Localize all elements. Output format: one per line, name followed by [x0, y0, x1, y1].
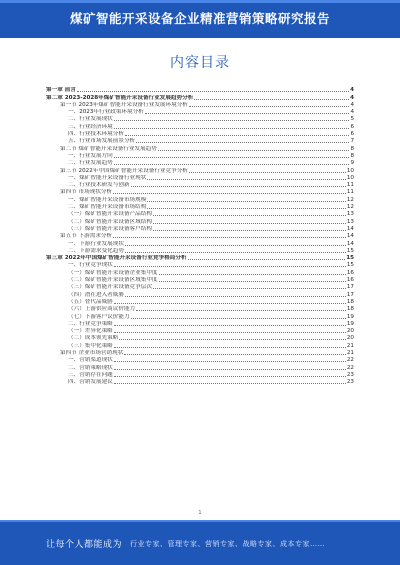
toc-entry-text: （三）集中化策略: [68, 342, 113, 349]
toc-entry[interactable]: [46, 312, 354, 319]
table-of-contents: [46, 86, 354, 385]
toc-entry-page: 15: [346, 255, 354, 262]
toc-entry-text: （三）煤矿智能开采设备竞争层次: [68, 284, 152, 291]
toc-entry[interactable]: [46, 290, 354, 297]
toc-entry-text: 一、煤矿智能开采设备行业现状: [68, 174, 147, 181]
toc-entry-page: 8: [350, 145, 354, 152]
toc-leader-dots: [124, 353, 346, 355]
toc-entry-page: 21: [346, 342, 354, 349]
toc-entry-text: 四、行业技术环境分析: [68, 131, 124, 138]
toc-entry[interactable]: [46, 327, 354, 334]
toc-entry-page: 10: [346, 174, 354, 181]
toc-entry[interactable]: [46, 152, 354, 159]
toc-leader-dots: [153, 287, 346, 289]
toc-entry-page: 11: [346, 182, 354, 189]
toc-entry-page: 14: [346, 225, 354, 232]
toc-entry-text: （一）煤矿智能开采设备企业集中度: [68, 269, 158, 276]
toc-leader-dots: [189, 171, 346, 173]
toc-entry-text: （二）成本领先策略: [68, 335, 119, 342]
toc-leader-dots: [194, 98, 349, 100]
toc-leader-dots: [114, 265, 346, 267]
toc-entry-text: 二、行业发展现状: [68, 116, 113, 123]
toc-title: 内容目录: [170, 55, 230, 71]
toc-leader-dots: [114, 156, 350, 158]
toc-entry[interactable]: [46, 144, 354, 151]
report-header: [0, 0, 400, 38]
toc-entry-text: 二、行业发展趋势: [68, 160, 113, 167]
toc-leader-dots: [77, 90, 349, 92]
toc-entry[interactable]: [46, 254, 354, 261]
toc-entry-page: 22: [346, 357, 354, 364]
toc-entry-page: 16: [346, 269, 354, 276]
toc-entry-page: 19: [346, 313, 354, 320]
toc-entry[interactable]: [46, 101, 354, 108]
toc-entry-text: 二、煤矿智能开采设备市场结构: [68, 204, 147, 211]
toc-entry-page: 7: [350, 138, 354, 145]
toc-entry-page: 5: [350, 116, 354, 123]
toc-entry-text: （五）替代品威胁: [68, 298, 113, 305]
toc-entry[interactable]: [46, 363, 354, 370]
toc-entry-text: 一、煤矿智能开采设备市场规模: [68, 196, 147, 203]
toc-entry[interactable]: [46, 174, 354, 181]
toc-entry[interactable]: [46, 349, 354, 356]
toc-entry-text: 第一章 前言: [46, 87, 76, 94]
toc-entry-page: 12: [346, 204, 354, 211]
toc-leader-dots: [188, 258, 346, 260]
toc-entry-text: 第一节 2023年煤矿智能开采设备行业发展环境分析: [60, 101, 188, 108]
toc-entry-page: 13: [346, 211, 354, 218]
toc-entry[interactable]: [46, 203, 354, 210]
toc-entry-page: 18: [346, 306, 354, 313]
toc-leader-dots: [131, 317, 346, 319]
toc-entry-text: 二、行业竞争策略: [68, 320, 113, 327]
toc-leader-dots: [158, 149, 350, 151]
toc-entry[interactable]: [46, 166, 354, 173]
toc-entry[interactable]: [46, 356, 354, 363]
toc-leader-dots: [159, 280, 346, 282]
toc-entry[interactable]: [46, 268, 354, 275]
toc-entry-text: 第四节 企业市场营销现状: [60, 349, 124, 356]
report-title: 煤矿智能开采设备企业精准营销策略研究报告: [69, 11, 330, 26]
toc-entry[interactable]: [46, 115, 354, 122]
toc-entry-text: （三）煤矿智能开采设备客户结构: [68, 225, 152, 232]
toc-entry-text: 一、下游行业发展现状: [68, 240, 124, 247]
toc-entry-page: 15: [346, 262, 354, 269]
toc-entry-page: 15: [346, 247, 354, 254]
toc-entry[interactable]: [46, 247, 354, 254]
toc-entry-text: 一、营销渠道现状: [68, 357, 113, 364]
toc-entry-page: 4: [350, 101, 354, 108]
toc-entry-page: 4: [350, 109, 354, 116]
toc-entry-text: 一、2023年行业政策环境分析: [68, 109, 144, 116]
toc-entry[interactable]: [46, 276, 354, 283]
toc-entry[interactable]: [46, 86, 354, 93]
toc-leader-dots: [147, 178, 346, 180]
toc-entry[interactable]: [46, 298, 354, 305]
toc-entry-text: 二、营销策略现状: [68, 364, 113, 371]
toc-leader-dots: [119, 338, 346, 340]
toc-entry-text: （七）下游客户议价能力: [68, 313, 130, 320]
toc-entry-text: （六）上游供应商议价能力: [68, 306, 136, 313]
toc-entry[interactable]: [46, 181, 354, 188]
toc-entry-text: 二、下游需求变化趋势: [68, 247, 124, 254]
page-number: 1: [198, 510, 202, 516]
toc-entry[interactable]: [46, 93, 354, 100]
toc-entry[interactable]: [46, 108, 354, 115]
toc-leader-dots: [125, 134, 349, 136]
toc-entry-text: 第五节 下游需求分析: [60, 233, 113, 240]
toc-entry-page: 23: [346, 379, 354, 386]
toc-entry-page: 6: [350, 123, 354, 130]
toc-leader-dots: [125, 244, 346, 246]
footer-roles: 行业专家、管理专家、营销专家、战略专家、成本专家……: [130, 540, 325, 548]
toc-entry-page: 17: [346, 284, 354, 291]
toc-entry[interactable]: [46, 371, 354, 378]
toc-entry-page: 18: [346, 298, 354, 305]
toc-leader-dots: [136, 141, 349, 143]
toc-entry[interactable]: [46, 334, 354, 341]
toc-entry-page: 14: [346, 240, 354, 247]
toc-entry[interactable]: [46, 137, 354, 144]
toc-entry-text: 第二节 煤矿智能开采设备行业发展趋势: [60, 145, 157, 152]
toc-leader-dots: [125, 295, 346, 297]
toc-leader-dots: [114, 360, 346, 362]
header-accent-bar: [0, 0, 400, 3]
toc-entry-text: 三、营销存在问题: [68, 371, 113, 378]
toc-leader-dots: [114, 163, 350, 165]
toc-entry-page: 17: [346, 291, 354, 298]
toc-entry[interactable]: [46, 210, 354, 217]
toc-leader-dots: [114, 382, 346, 384]
toc-entry-text: （一）煤矿智能开采设备产品结构: [68, 211, 152, 218]
toc-entry-text: （二）煤矿智能开采设备区域集中度: [68, 277, 158, 284]
toc-entry-text: 三、行业经济环境: [68, 123, 113, 130]
toc-leader-dots: [125, 251, 346, 253]
toc-entry[interactable]: [46, 305, 354, 312]
toc-entry[interactable]: [46, 130, 354, 137]
toc-entry-text: 第三章 2022年中国煤矿智能开采设备行业竞争格局分析: [46, 255, 187, 262]
toc-entry[interactable]: [46, 122, 354, 129]
toc-entry-text: 第三节 2022年中国煤矿智能开采设备行业竞争分析: [60, 167, 188, 174]
toc-entry-text: 第四节 市场现状分析: [60, 189, 113, 196]
toc-leader-dots: [145, 112, 350, 114]
toc-entry-text: 五、行业市场发展前景分析: [68, 138, 136, 145]
toc-leader-dots: [114, 324, 346, 326]
toc-leader-dots: [114, 119, 350, 121]
toc-entry-page: 14: [346, 233, 354, 240]
toc-entry-page: 20: [346, 335, 354, 342]
toc-entry-page: 20: [346, 328, 354, 335]
toc-leader-dots: [114, 368, 346, 370]
toc-entry-text: （二）煤矿智能开采设备区域结构: [68, 218, 152, 225]
toc-leader-dots: [114, 331, 346, 333]
toc-entry-page: 8: [350, 152, 354, 159]
toc-entry[interactable]: [46, 239, 354, 246]
toc-entry-page: 4: [350, 94, 354, 101]
toc-entry-page: 6: [350, 131, 354, 138]
toc-leader-dots: [136, 309, 346, 311]
toc-leader-dots: [153, 229, 346, 231]
toc-leader-dots: [113, 236, 346, 238]
toc-leader-dots: [114, 127, 350, 129]
toc-entry-page: 11: [346, 189, 354, 196]
toc-entry[interactable]: [46, 261, 354, 268]
toc-entry-text: （一）差异化策略: [68, 328, 113, 335]
toc-leader-dots: [147, 207, 346, 209]
toc-entry-page: 12: [346, 196, 354, 203]
toc-entry-page: 22: [346, 364, 354, 371]
toc-entry-page: 21: [346, 349, 354, 356]
toc-entry-page: 10: [346, 167, 354, 174]
toc-leader-dots: [159, 273, 346, 275]
toc-entry[interactable]: [46, 225, 354, 232]
footer-accent-stripe: [0, 520, 400, 522]
toc-entry-text: 一、行业竞争现状: [68, 262, 113, 269]
toc-entry[interactable]: [46, 283, 354, 290]
toc-entry[interactable]: [46, 320, 354, 327]
toc-entry-text: 一、行业发展方向: [68, 152, 113, 159]
toc-entry-page: 19: [346, 320, 354, 327]
toc-leader-dots: [189, 105, 350, 107]
toc-entry[interactable]: [46, 188, 354, 195]
toc-leader-dots: [114, 375, 346, 377]
toc-entry[interactable]: [46, 232, 354, 239]
toc-entry-text: （四）潜在进入者威胁: [68, 291, 124, 298]
toc-entry-text: 四、营销发展建议: [68, 379, 113, 386]
toc-entry[interactable]: [46, 217, 354, 224]
toc-entry[interactable]: [46, 341, 354, 348]
toc-entry-page: 4: [350, 87, 354, 94]
toc-entry[interactable]: [46, 378, 354, 385]
toc-leader-dots: [114, 302, 346, 304]
toc-entry[interactable]: [46, 195, 354, 202]
toc-leader-dots: [113, 192, 346, 194]
toc-leader-dots: [131, 185, 346, 187]
toc-entry-page: 13: [346, 218, 354, 225]
footer-banner: [0, 520, 400, 565]
toc-leader-dots: [153, 222, 346, 224]
toc-leader-dots: [153, 214, 346, 216]
toc-entry[interactable]: [46, 159, 354, 166]
toc-entry-page: 9: [350, 160, 354, 167]
toc-entry-text: 二、行业技术研发与创新: [68, 182, 130, 189]
toc-leader-dots: [114, 346, 346, 348]
toc-entry-page: 23: [346, 371, 354, 378]
toc-entry-text: 第二章 2023-2028年煤矿智能开采设备行业发展趋势分析: [46, 94, 194, 101]
toc-leader-dots: [147, 200, 346, 202]
footer-slogan: 让每个人都能成为: [46, 540, 123, 550]
toc-entry-page: 16: [346, 277, 354, 284]
